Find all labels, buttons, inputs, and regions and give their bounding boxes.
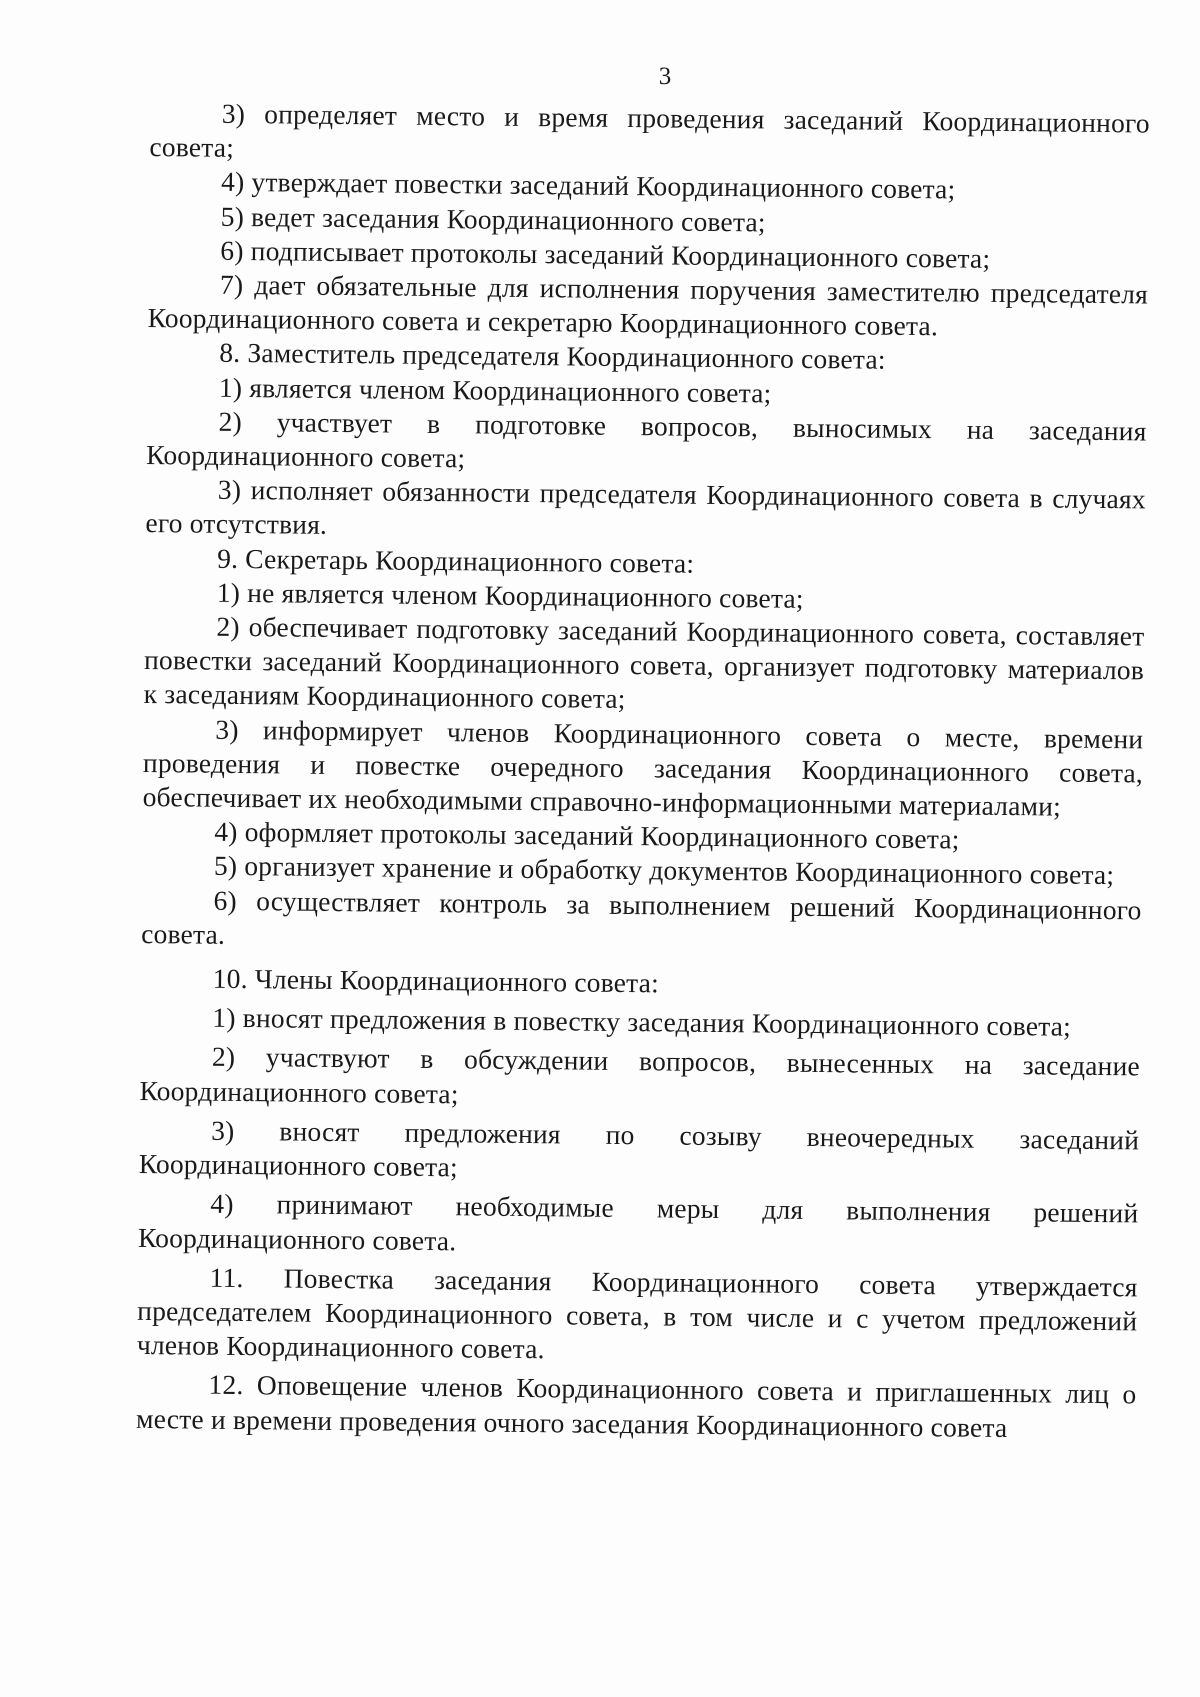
paragraph-item-2-10: 2) участвуют в обсуждении вопросов, вынесенных на заседание Координационного совета; [139,1041,1141,1109]
paragraph-item-6-1: 6) подписывает протоколы заседаний Координационного совета; [220,234,991,274]
paragraph-item-6-9: 6) осуществляет контроль за выполнением решений Координационного совета. [141,884,1142,950]
paragraph-item-4-10: 4) принимают необходимые меры для выполнения решений Координационного совета. [137,1187,1139,1256]
paragraph-item-3-8: 3) исполняет обязанности председателя Координационного совета в случаях его отсутствия. [145,473,1146,541]
section-11-paragraph: 11. Повестка заседания Координационного совета утверждается председателем Координационного совета, в том числе и с учетом предложений членов Координационного совета. [136,1261,1138,1365]
section-12-paragraph: 12. Оповещение членов Координационного совета и приглашенных лиц о месте и времени проведения очного заседания Координационного совета [135,1368,1137,1443]
paragraph-item-4-9: 4) оформляет протоколы заседаний Координационного совета; [214,815,960,855]
document-body [136,96,1150,1446]
paragraph-item-1-10: 1) вносят предложения в повестку заседания Координационного совета; [212,1001,1072,1042]
paragraph-item-3-9: 3) информирует членов Координационного совета о месте, времени проведения и повестке очередного заседания Координационного совета, обеспечивает их необходимыми справочно-информационными материалами; [142,713,1144,822]
paragraph-item-5-1: 5) ведет заседания Координационного совета; [220,200,766,238]
paragraph-item-7-1: 7) дает обязательные для исполнения поручения заместителю председателя Координационного совета и секретарю Координационного совета. [147,268,1149,342]
paragraph-item-1-8: 1) является членом Координационного совета; [218,371,772,409]
paragraph-item-2-8: 2) участвует в подготовке вопросов, выносимых на заседания Координационного совета; [146,405,1147,474]
paragraph-item-5-9: 5) организует хранение и обработку документов Координационного совета; [213,850,1115,891]
paragraph-item-1-9: 1) не является членом Координационного совета; [216,576,804,614]
section-9-heading: 9. Секретарь Координационного совета: [217,542,695,579]
section-8-heading: 8. Заместитель председателя Координационного совета: [219,337,886,376]
section-10-heading: 10. Члены Координационного совета: [212,962,660,999]
paragraph-item-3-10: 3) вносят предложения по созыву внеочередных заседаний Координационного совета; [138,1114,1140,1183]
paragraph-item-3-1: 3) определяет место и время проведения заседаний Координационного совета; [149,97,1150,164]
page-number: 3 [658,63,672,90]
paragraph-item-4-1: 4) утверждает повестки заседаний Координационного совета; [220,166,956,205]
paragraph-item-2-9: 2) обеспечивает подготовку заседаний Координационного совета, составляет повестки заседаний Координационного совета, организует подготовку материалов к заседаниям Координационного совета; [143,610,1145,715]
